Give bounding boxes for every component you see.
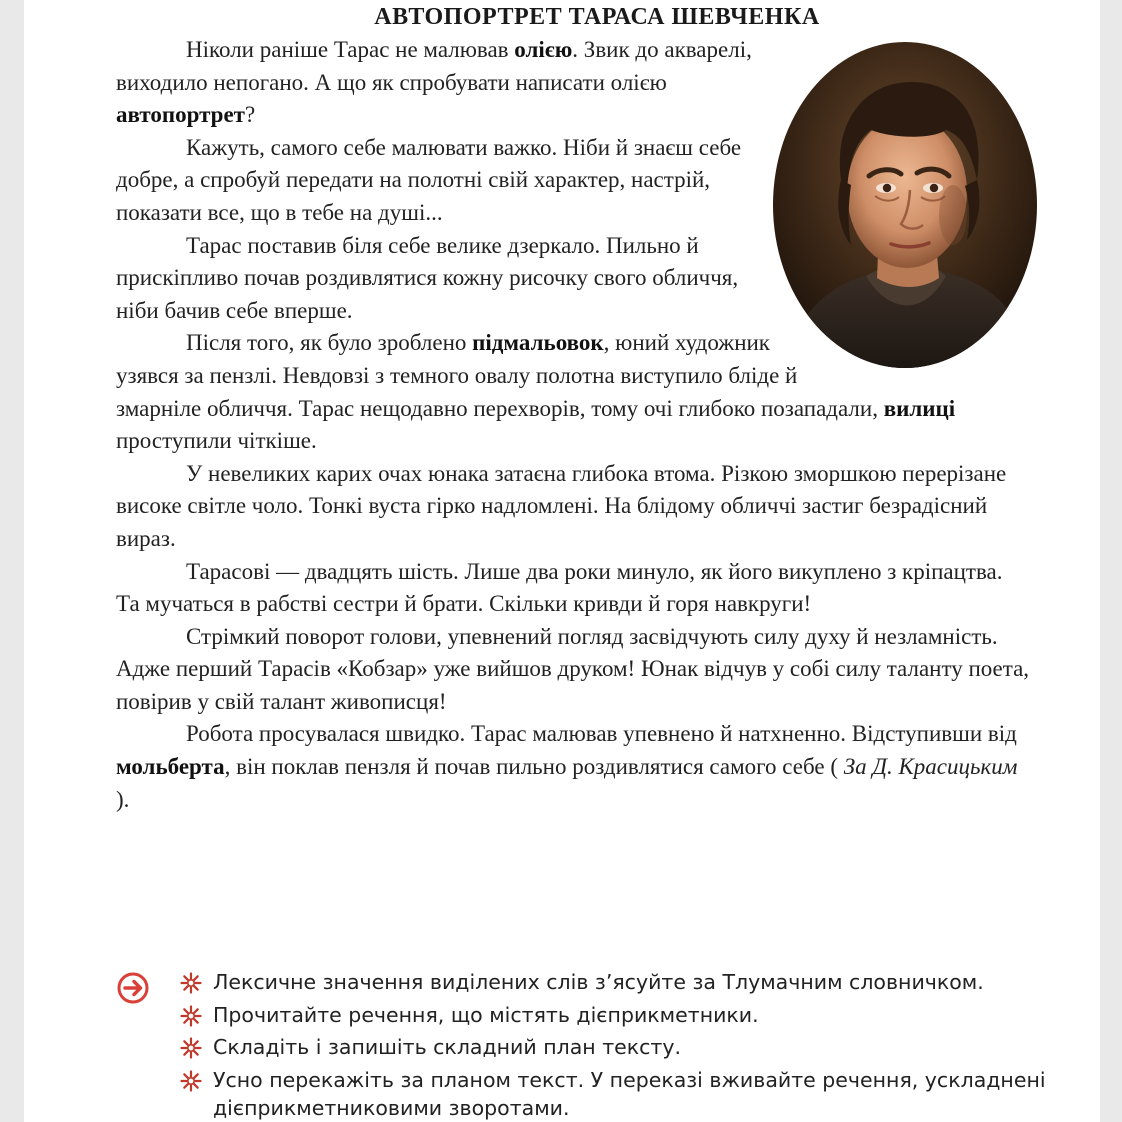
text-run: , він поклав пензля й почав пильно роздивлятися самого себе ( <box>224 754 844 780</box>
task-item <box>116 1001 1066 1029</box>
paragraph <box>116 718 1031 816</box>
portrait-svg <box>771 40 1039 370</box>
ornament-icon <box>180 1005 202 1027</box>
highlighted-word: мольберта <box>116 754 225 780</box>
text-run: Після того, як було зроблено <box>186 330 473 356</box>
text-run: Кажуть, самого себе малювати важко. Ніби й знаєш себе добре, а спробуй передати на полотні свій характер, настрій, показати все, що в тебе на душі... <box>116 134 742 225</box>
highlighted-word: вилиці <box>883 395 956 421</box>
task-item <box>116 1066 1066 1122</box>
ornament-icon <box>180 972 202 994</box>
text-run: ). <box>116 786 130 812</box>
text-run: Ніколи раніше Тарас не малював <box>186 37 515 62</box>
text-run: , юний художник узявся за пензлі. Невдовзі з темного овалу полотна виступило бліде й змарніле обличчя. Тарас нещодавно перехворів, тому очі глибоко позападали, <box>116 330 884 421</box>
ornament-icon <box>180 1070 202 1092</box>
portrait-image <box>771 40 1039 370</box>
highlighted-word: автопортрет <box>116 102 245 128</box>
text-run: Тарасові — двадцять шість. Лише два роки минуло, як його викуплено з кріпацтва. Та мучаться в рабстві сестри й брати. Скільки кривди й горя навкруги! <box>116 558 1003 617</box>
task-rows <box>116 968 1066 1122</box>
task-item <box>116 1033 1066 1061</box>
page-title: АВТОПОРТРЕТ ТАРАСА ШЕВЧЕНКА <box>374 4 820 30</box>
task-text: Усно перекажіть за планом текст. У переказі вживайте речення, ускладнені дієприкметниковими зворотами. <box>213 1067 1046 1120</box>
text-run: Стрімкий поворот голови, упевнений погляд засвідчують силу духу й незламність. Адже перший Тарасів «Кобзар» уже вийшов друком! Юнак відчув у собі силу таланту поета, повірив у свій талант живописця! <box>116 623 1030 714</box>
highlighted-word: олією <box>514 37 573 62</box>
paragraph <box>116 556 1031 621</box>
task-text: Прочитайте речення, що містять дієприкметники. <box>213 1002 759 1027</box>
paragraph <box>116 458 1031 556</box>
author-attribution: За Д. Красицьким <box>843 754 1018 780</box>
story-text <box>116 34 1031 816</box>
task-text: Лексичне значення виділених слів з’ясуйте за Тлумачним словничком. <box>213 970 984 994</box>
ornament-icon <box>180 1037 202 1059</box>
paragraph <box>116 621 1031 719</box>
text-run: Тарас поставив біля себе велике дзеркало. Пильно й прискіпливо почав роздивлятися кожну рисочку свого обличчя, ніби бачив себе вперше. <box>116 232 739 323</box>
highlighted-word: підмальовок <box>472 330 604 356</box>
task-item <box>116 968 1066 996</box>
text-run: проступили чіткіше. <box>116 428 317 454</box>
text-run: У невеликих карих очах юнака затаєна глибока втома. Різкою зморшкою перерізане високе світле чоло. Тонкі вуста гірко надломлені. На блідому обличчі застиг безрадісний вираз. <box>116 460 1007 551</box>
textbook-page <box>24 0 1100 1122</box>
text-run: Робота просувалася швидко. Тарас малював упевнено й натхненно. Відступивши від <box>186 721 1017 747</box>
text-run: . Звик до акварелі, виходило непогано. А що як спробувати написати олією <box>116 37 752 95</box>
text-run: ? <box>244 102 256 128</box>
task-list <box>116 968 1066 1122</box>
task-text: Складіть і запишіть складний план тексту. <box>213 1035 682 1059</box>
